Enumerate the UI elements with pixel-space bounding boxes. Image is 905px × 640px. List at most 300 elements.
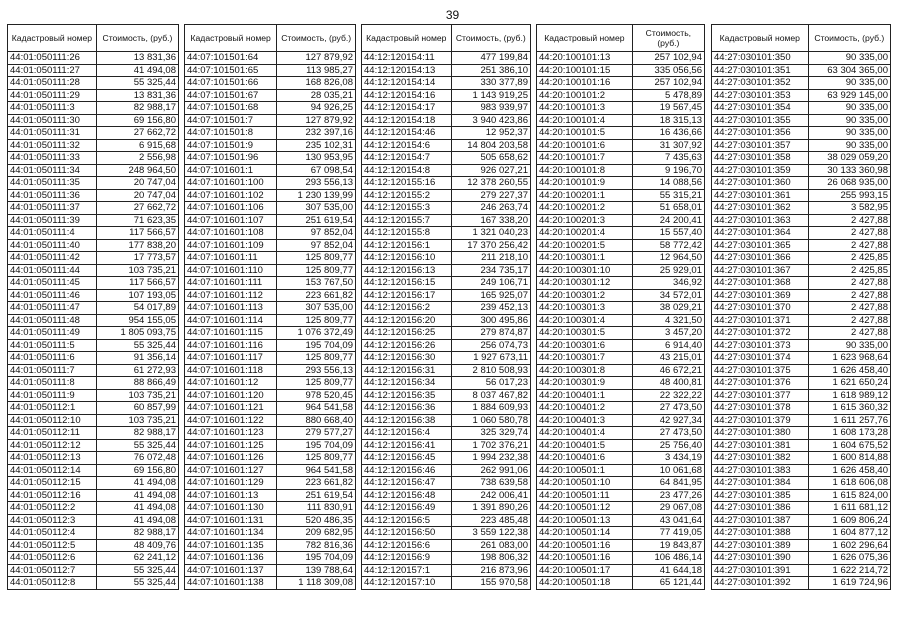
cadastral-number-cell: 44:01:050112:12 xyxy=(8,439,97,452)
cadastral-number-cell: 44:01:050112:13 xyxy=(8,452,97,465)
cost-cell: 2 810 508,93 xyxy=(451,364,530,377)
cost-cell: 3 457,20 xyxy=(632,327,704,340)
cost-cell: 1 609 806,24 xyxy=(808,514,890,527)
cadastral-number-cell: 44:01:050112:16 xyxy=(8,489,97,502)
table-row xyxy=(8,239,179,252)
cost-cell: 90 335,00 xyxy=(808,127,890,140)
cadastral-number-cell: 44:01:050111:6 xyxy=(8,352,97,365)
cadastral-number-cell: 44:20:100101:4 xyxy=(537,114,633,127)
cost-cell: 17 370 256,42 xyxy=(451,239,530,252)
cadastral-number-cell: 44:07:101601:136 xyxy=(185,552,277,565)
table-row xyxy=(362,202,531,215)
cost-cell: 249 106,71 xyxy=(451,277,530,290)
header-cadastral-number: Кадастровый номер xyxy=(362,25,452,52)
table-row xyxy=(712,127,891,140)
table-row xyxy=(185,114,356,127)
cost-cell: 195 704,09 xyxy=(277,552,356,565)
table-row xyxy=(362,52,531,65)
cadastral-number-cell: 44:27:030101:373 xyxy=(712,339,809,352)
cadastral-number-cell: 44:07:101601:131 xyxy=(185,514,277,527)
table-row xyxy=(712,552,891,565)
cost-cell: 257 102,94 xyxy=(632,77,704,90)
cadastral-number-cell: 44:07:101601:110 xyxy=(185,264,277,277)
cost-cell: 125 809,77 xyxy=(277,252,356,265)
cadastral-number-cell: 44:12:120156:31 xyxy=(362,364,452,377)
table-row xyxy=(8,489,179,502)
cadastral-number-cell: 44:07:101601:126 xyxy=(185,452,277,465)
cost-cell: 67 098,54 xyxy=(277,164,356,177)
cost-cell: 155 970,58 xyxy=(451,577,530,590)
table-row xyxy=(712,514,891,527)
table-row xyxy=(712,164,891,177)
table-row xyxy=(712,264,891,277)
cost-cell: 97 852,04 xyxy=(277,239,356,252)
cadastral-number-cell: 44:12:120154:8 xyxy=(362,164,452,177)
cost-cell: 28 035,21 xyxy=(277,89,356,102)
cadastral-number-cell: 44:07:101601:121 xyxy=(185,402,277,415)
cost-cell: 279 227,37 xyxy=(451,189,530,202)
cadastral-number-cell: 44:12:120156:30 xyxy=(362,352,452,365)
table-row xyxy=(362,552,531,565)
table-row xyxy=(537,502,705,515)
cost-cell: 1 623 968,64 xyxy=(808,352,890,365)
cadastral-number-cell: 44:01:050111:45 xyxy=(8,277,97,290)
table-row xyxy=(185,164,356,177)
cadastral-number-cell: 44:27:030101:387 xyxy=(712,514,809,527)
table-row xyxy=(185,539,356,552)
cadastral-number-cell: 44:20:100101:3 xyxy=(537,102,633,115)
cadastral-number-cell: 44:12:120156:48 xyxy=(362,489,452,502)
header-cost: Стоимость, (руб.) xyxy=(808,25,890,52)
cost-cell: 1 626 075,36 xyxy=(808,552,890,565)
cost-cell: 64 841,95 xyxy=(632,477,704,490)
cadastral-number-cell: 44:20:100301:2 xyxy=(537,289,633,302)
table-row xyxy=(537,302,705,315)
cost-cell: 103 735,21 xyxy=(96,389,178,402)
cadastral-number-cell: 44:07:101601:108 xyxy=(185,227,277,240)
cadastral-number-cell: 44:20:100301:3 xyxy=(537,302,633,315)
cadastral-number-cell: 44:27:030101:370 xyxy=(712,302,809,315)
cost-cell: 4 321,50 xyxy=(632,314,704,327)
cadastral-number-cell: 44:27:030101:362 xyxy=(712,202,809,215)
cadastral-number-cell: 44:01:050112:1 xyxy=(8,402,97,415)
table-row xyxy=(185,364,356,377)
cost-cell: 55 325,44 xyxy=(96,439,178,452)
cost-cell: 14 804 203,58 xyxy=(451,139,530,152)
cost-cell: 251 386,10 xyxy=(451,64,530,77)
cadastral-number-cell: 44:07:101501:68 xyxy=(185,102,277,115)
cost-cell: 2 427,88 xyxy=(808,289,890,302)
cadastral-number-cell: 44:01:050112:3 xyxy=(8,514,97,527)
cost-cell: 90 335,00 xyxy=(808,339,890,352)
cadastral-number-cell: 44:20:100501:1 xyxy=(537,464,633,477)
table-row xyxy=(8,389,179,402)
table-row xyxy=(8,527,179,540)
table-row xyxy=(362,264,531,277)
table-row xyxy=(712,152,891,165)
table-row xyxy=(537,277,705,290)
cadastral-table-4 xyxy=(536,24,705,590)
cost-cell: 738 639,58 xyxy=(451,477,530,490)
table-row xyxy=(185,527,356,540)
cost-cell: 177 838,20 xyxy=(96,239,178,252)
table-row xyxy=(185,52,356,65)
cadastral-number-cell: 44:01:050111:40 xyxy=(8,239,97,252)
cadastral-number-cell: 44:01:050111:33 xyxy=(8,152,97,165)
cost-cell: 2 427,88 xyxy=(808,314,890,327)
table-row xyxy=(712,502,891,515)
cost-cell: 232 397,16 xyxy=(277,127,356,140)
cost-cell: 1 618 606,08 xyxy=(808,477,890,490)
cadastral-number-cell: 44:27:030101:388 xyxy=(712,527,809,540)
cost-cell: 41 494,08 xyxy=(96,489,178,502)
cost-cell: 279 874,87 xyxy=(451,327,530,340)
table-row xyxy=(362,302,531,315)
cost-cell: 125 809,77 xyxy=(277,264,356,277)
table-row xyxy=(185,139,356,152)
cadastral-number-cell: 44:01:050111:36 xyxy=(8,189,97,202)
cadastral-number-cell: 44:01:050111:26 xyxy=(8,52,97,65)
table-row xyxy=(185,102,356,115)
table-row xyxy=(712,52,891,65)
table-row xyxy=(537,352,705,365)
cost-cell: 103 735,21 xyxy=(96,414,178,427)
cadastral-number-cell: 44:12:120156:46 xyxy=(362,464,452,477)
table-row xyxy=(712,489,891,502)
cadastral-number-cell: 44:20:100101:8 xyxy=(537,164,633,177)
cadastral-number-cell: 44:12:120156:49 xyxy=(362,502,452,515)
table-row xyxy=(537,377,705,390)
cost-cell: 55 315,21 xyxy=(632,189,704,202)
cadastral-number-cell: 44:07:101601:12 xyxy=(185,377,277,390)
cadastral-number-cell: 44:07:101601:135 xyxy=(185,539,277,552)
table-row xyxy=(712,452,891,465)
cadastral-number-cell: 44:27:030101:375 xyxy=(712,364,809,377)
cadastral-number-cell: 44:27:030101:368 xyxy=(712,277,809,290)
cadastral-number-cell: 44:07:101601:113 xyxy=(185,302,277,315)
cost-cell: 978 520,45 xyxy=(277,389,356,402)
cost-cell: 117 566,57 xyxy=(96,277,178,290)
cost-cell: 165 925,07 xyxy=(451,289,530,302)
cadastral-number-cell: 44:12:120156:41 xyxy=(362,439,452,452)
table-row xyxy=(537,427,705,440)
table-row xyxy=(362,414,531,427)
table-row xyxy=(185,327,356,340)
cost-cell: 248 964,50 xyxy=(96,164,178,177)
cadastral-number-cell: 44:12:120157:1 xyxy=(362,564,452,577)
cost-cell: 7 435,63 xyxy=(632,152,704,165)
cost-cell: 223 661,82 xyxy=(277,289,356,302)
table-row xyxy=(537,189,705,202)
cadastral-number-cell: 44:27:030101:363 xyxy=(712,214,809,227)
cadastral-number-cell: 44:12:120156:6 xyxy=(362,539,452,552)
table-row xyxy=(362,164,531,177)
cadastral-number-cell: 44:12:120156:1 xyxy=(362,239,452,252)
cost-cell: 127 879,92 xyxy=(277,52,356,65)
cost-cell: 1 230 139,99 xyxy=(277,189,356,202)
table-row xyxy=(185,514,356,527)
cadastral-number-cell: 44:12:120156:36 xyxy=(362,402,452,415)
table-row xyxy=(537,527,705,540)
table-row xyxy=(8,402,179,415)
cost-cell: 90 335,00 xyxy=(808,52,890,65)
cadastral-number-cell: 44:01:050111:47 xyxy=(8,302,97,315)
cost-cell: 19 843,87 xyxy=(632,539,704,552)
cadastral-number-cell: 44:01:050112:4 xyxy=(8,527,97,540)
cadastral-number-cell: 44:01:050111:35 xyxy=(8,177,97,190)
cost-cell: 782 816,36 xyxy=(277,539,356,552)
cost-cell: 2 427,88 xyxy=(808,239,890,252)
table-row xyxy=(185,314,356,327)
cost-cell: 255 993,15 xyxy=(808,189,890,202)
cost-cell: 41 644,18 xyxy=(632,564,704,577)
cost-cell: 256 074,73 xyxy=(451,339,530,352)
cost-cell: 9 196,70 xyxy=(632,164,704,177)
cadastral-number-cell: 44:20:100201:3 xyxy=(537,214,633,227)
cost-cell: 24 200,41 xyxy=(632,214,704,227)
cadastral-number-cell: 44:20:100201:4 xyxy=(537,227,633,240)
table-row xyxy=(362,539,531,552)
table-row xyxy=(362,239,531,252)
cadastral-number-cell: 44:20:100301:9 xyxy=(537,377,633,390)
cadastral-number-cell: 44:20:100101:7 xyxy=(537,152,633,165)
cost-cell: 195 704,09 xyxy=(277,339,356,352)
cost-cell: 242 006,41 xyxy=(451,489,530,502)
cadastral-number-cell: 44:07:101501:7 xyxy=(185,114,277,127)
cost-cell: 69 156,80 xyxy=(96,114,178,127)
cost-cell: 983 939,97 xyxy=(451,102,530,115)
cost-cell: 1 615 360,32 xyxy=(808,402,890,415)
table-row xyxy=(8,477,179,490)
table-row xyxy=(8,214,179,227)
cost-cell: 3 582,95 xyxy=(808,202,890,215)
cost-cell: 1 602 296,64 xyxy=(808,539,890,552)
cost-cell: 43 041,64 xyxy=(632,514,704,527)
cadastral-number-cell: 44:12:120154:7 xyxy=(362,152,452,165)
cost-cell: 1 608 173,28 xyxy=(808,427,890,440)
table-row xyxy=(537,77,705,90)
cadastral-number-cell: 44:27:030101:383 xyxy=(712,464,809,477)
table-row xyxy=(8,327,179,340)
cost-cell: 2 427,88 xyxy=(808,327,890,340)
table-row xyxy=(8,302,179,315)
cadastral-number-cell: 44:27:030101:365 xyxy=(712,239,809,252)
table-row xyxy=(8,277,179,290)
table-row xyxy=(712,189,891,202)
table-row xyxy=(537,177,705,190)
cadastral-number-cell: 44:12:120155:3 xyxy=(362,202,452,215)
table-row xyxy=(712,364,891,377)
cadastral-number-cell: 44:12:120156:26 xyxy=(362,339,452,352)
cadastral-number-cell: 44:07:101601:138 xyxy=(185,577,277,590)
cadastral-number-cell: 44:07:101501:9 xyxy=(185,139,277,152)
table-row xyxy=(537,239,705,252)
cadastral-number-cell: 44:07:101601:107 xyxy=(185,214,277,227)
cadastral-number-cell: 44:12:120154:46 xyxy=(362,127,452,140)
cadastral-number-cell: 44:01:050111:49 xyxy=(8,327,97,340)
cost-cell: 2 556,98 xyxy=(96,152,178,165)
cadastral-number-cell: 44:20:100201:2 xyxy=(537,202,633,215)
table-row xyxy=(537,264,705,277)
cost-cell: 29 067,08 xyxy=(632,502,704,515)
cost-cell: 6 915,68 xyxy=(96,139,178,152)
cadastral-number-cell: 44:20:100101:9 xyxy=(537,177,633,190)
cost-cell: 113 985,27 xyxy=(277,64,356,77)
cost-cell: 43 215,01 xyxy=(632,352,704,365)
cadastral-number-cell: 44:12:120154:17 xyxy=(362,102,452,115)
table-row xyxy=(362,427,531,440)
table-row xyxy=(362,152,531,165)
cost-cell: 964 541,58 xyxy=(277,464,356,477)
header-cadastral-number: Кадастровый номер xyxy=(8,25,97,52)
table-row xyxy=(537,552,705,565)
table-row xyxy=(8,564,179,577)
cost-cell: 26 068 935,00 xyxy=(808,177,890,190)
table-row xyxy=(8,252,179,265)
header-cost: Стоимость, (руб.) xyxy=(96,25,178,52)
cadastral-number-cell: 44:20:100101:6 xyxy=(537,139,633,152)
cadastral-number-cell: 44:12:120154:6 xyxy=(362,139,452,152)
table-row xyxy=(8,427,179,440)
table-row xyxy=(537,214,705,227)
cost-cell: 139 788,64 xyxy=(277,564,356,577)
cadastral-number-cell: 44:20:100501:10 xyxy=(537,477,633,490)
cost-cell: 27 473,50 xyxy=(632,427,704,440)
cadastral-number-cell: 44:20:100401:1 xyxy=(537,389,633,402)
table-row xyxy=(362,252,531,265)
cost-cell: 125 809,77 xyxy=(277,377,356,390)
cadastral-number-cell: 44:12:120157:10 xyxy=(362,577,452,590)
cost-cell: 1 118 309,08 xyxy=(277,577,356,590)
table-row xyxy=(185,289,356,302)
cost-cell: 63 304 365,00 xyxy=(808,64,890,77)
cadastral-number-cell: 44:07:101601:116 xyxy=(185,339,277,352)
table-row xyxy=(362,439,531,452)
cadastral-number-cell: 44:01:050112:6 xyxy=(8,552,97,565)
table-row xyxy=(362,139,531,152)
table-row xyxy=(362,352,531,365)
cost-cell: 103 735,21 xyxy=(96,264,178,277)
cadastral-number-cell: 44:07:101501:8 xyxy=(185,127,277,140)
table-row xyxy=(185,239,356,252)
cadastral-number-cell: 44:07:101601:114 xyxy=(185,314,277,327)
table-row xyxy=(362,64,531,77)
table-row xyxy=(8,552,179,565)
cost-cell: 8 037 467,82 xyxy=(451,389,530,402)
cost-cell: 88 866,49 xyxy=(96,377,178,390)
cost-cell: 90 335,00 xyxy=(808,114,890,127)
cost-cell: 239 452,13 xyxy=(451,302,530,315)
table-row xyxy=(362,327,531,340)
cadastral-number-cell: 44:01:050111:42 xyxy=(8,252,97,265)
table-row xyxy=(185,427,356,440)
table-row xyxy=(537,514,705,527)
cost-cell: 69 156,80 xyxy=(96,464,178,477)
cadastral-number-cell: 44:01:050111:7 xyxy=(8,364,97,377)
table-row xyxy=(712,314,891,327)
table-row xyxy=(185,389,356,402)
cadastral-number-cell: 44:07:101601:118 xyxy=(185,364,277,377)
cadastral-number-cell: 44:12:120154:18 xyxy=(362,114,452,127)
table-row xyxy=(185,152,356,165)
cost-cell: 25 929,01 xyxy=(632,264,704,277)
cost-cell: 13 831,36 xyxy=(96,89,178,102)
cost-cell: 62 241,12 xyxy=(96,552,178,565)
table-row xyxy=(8,177,179,190)
table-row xyxy=(8,577,179,590)
table-row xyxy=(537,139,705,152)
cadastral-table-2 xyxy=(184,24,356,590)
cost-cell: 964 541,58 xyxy=(277,402,356,415)
cost-cell: 954 155,05 xyxy=(96,314,178,327)
cadastral-number-cell: 44:27:030101:374 xyxy=(712,352,809,365)
cost-cell: 1 321 040,23 xyxy=(451,227,530,240)
table-row xyxy=(537,539,705,552)
cadastral-number-cell: 44:12:120155:16 xyxy=(362,177,452,190)
table-row xyxy=(537,64,705,77)
cost-cell: 10 061,68 xyxy=(632,464,704,477)
cadastral-number-cell: 44:27:030101:381 xyxy=(712,439,809,452)
table-row xyxy=(537,52,705,65)
cadastral-number-cell: 44:27:030101:385 xyxy=(712,489,809,502)
cadastral-number-cell: 44:01:050112:2 xyxy=(8,502,97,515)
cost-cell: 16 436,66 xyxy=(632,127,704,140)
table-row xyxy=(712,102,891,115)
cost-cell: 54 017,89 xyxy=(96,302,178,315)
table-row xyxy=(712,564,891,577)
cost-cell: 15 557,40 xyxy=(632,227,704,240)
cadastral-number-cell: 44:20:100301:4 xyxy=(537,314,633,327)
cost-cell: 335 056,56 xyxy=(632,64,704,77)
cost-cell: 257 102,94 xyxy=(632,52,704,65)
cost-cell: 82 988,17 xyxy=(96,102,178,115)
cost-cell: 346,92 xyxy=(632,277,704,290)
cadastral-number-cell: 44:12:120155:8 xyxy=(362,227,452,240)
table-row xyxy=(712,77,891,90)
cadastral-number-cell: 44:20:100501:16 xyxy=(537,552,633,565)
cost-cell: 235 102,31 xyxy=(277,139,356,152)
cost-cell: 153 767,50 xyxy=(277,277,356,290)
cadastral-table-5 xyxy=(711,24,891,590)
table-row xyxy=(712,577,891,590)
cost-cell: 2 427,88 xyxy=(808,302,890,315)
cadastral-number-cell: 44:01:050112:7 xyxy=(8,564,97,577)
cost-cell: 3 559 122,38 xyxy=(451,527,530,540)
cadastral-number-cell: 44:07:101601:123 xyxy=(185,427,277,440)
cadastral-number-cell: 44:07:101501:64 xyxy=(185,52,277,65)
cadastral-number-cell: 44:12:120156:5 xyxy=(362,514,452,527)
table-row xyxy=(537,577,705,590)
header-cadastral-number: Кадастровый номер xyxy=(712,25,809,52)
cost-cell: 60 857,99 xyxy=(96,402,178,415)
cost-cell: 58 772,42 xyxy=(632,239,704,252)
cost-cell: 1 927 673,11 xyxy=(451,352,530,365)
table-row xyxy=(712,289,891,302)
cadastral-number-cell: 44:07:101601:125 xyxy=(185,439,277,452)
table-row xyxy=(185,177,356,190)
header-cadastral-number: Кадастровый номер xyxy=(185,25,277,52)
table-row xyxy=(8,539,179,552)
cadastral-number-cell: 44:20:100501:18 xyxy=(537,577,633,590)
cost-cell: 34 572,01 xyxy=(632,289,704,302)
table-row xyxy=(537,202,705,215)
table-row xyxy=(8,352,179,365)
table-row xyxy=(8,102,179,115)
table-row xyxy=(712,527,891,540)
table-row xyxy=(537,389,705,402)
table-row xyxy=(8,452,179,465)
table-row xyxy=(712,64,891,77)
